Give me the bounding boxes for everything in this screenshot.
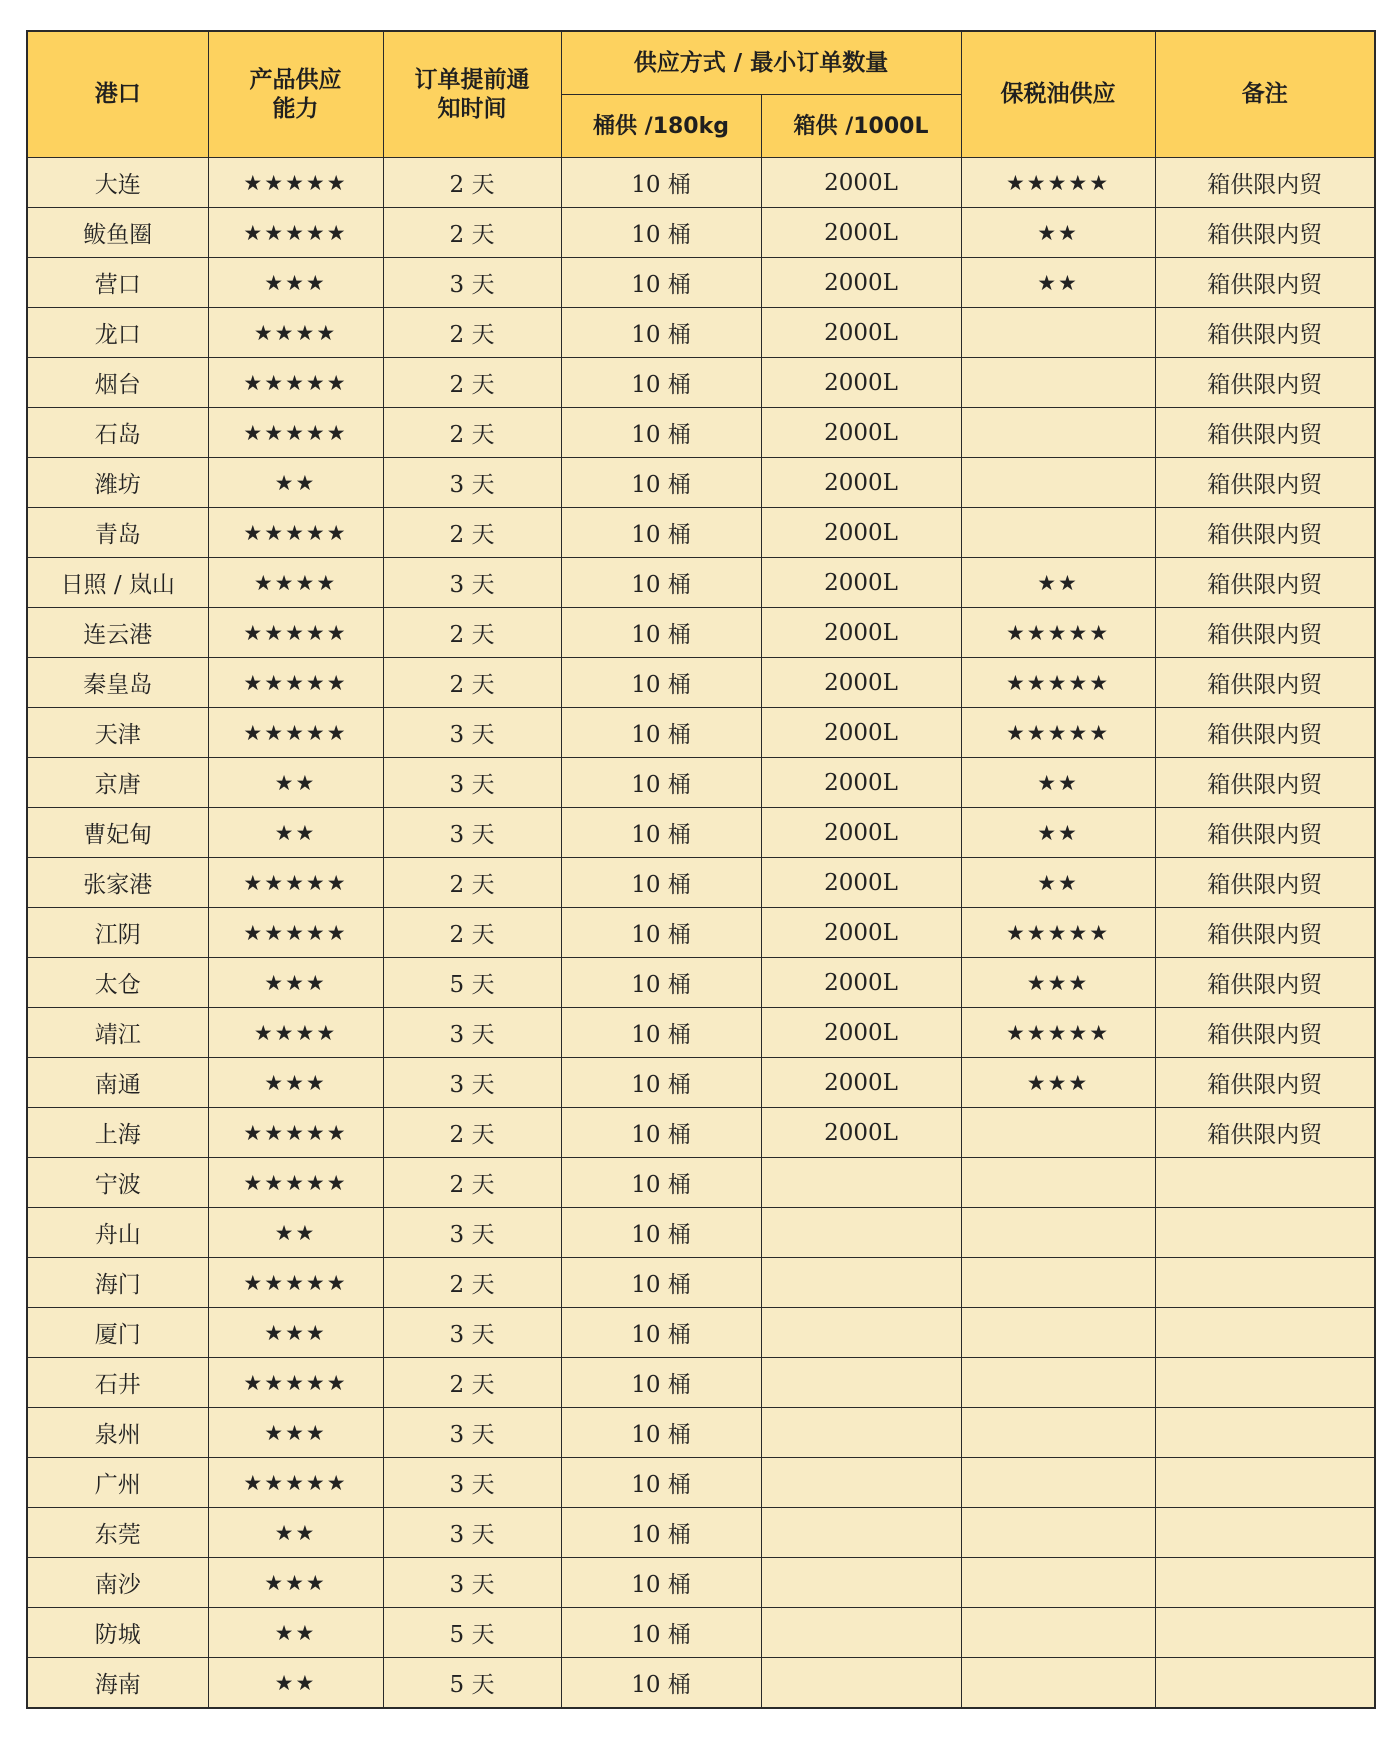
- cell-capacity-stars: ★★★★★: [208, 1158, 383, 1208]
- header-notice-line-2: 知时间: [437, 95, 507, 122]
- cell-port: 曹妃甸: [27, 808, 208, 858]
- cell-notice-time: 2 天: [383, 508, 561, 558]
- cell-barrel-min: 10 桶: [561, 158, 761, 208]
- table-row: [27, 1108, 1375, 1158]
- cell-port: 东莞: [27, 1508, 208, 1558]
- cell-port: 大连: [27, 158, 208, 208]
- cell-box-min: [761, 1508, 961, 1558]
- cell-notice-time: 3 天: [383, 558, 561, 608]
- cell-bonded-stars: ★★★★★: [961, 658, 1155, 708]
- cell-bonded-stars: [961, 458, 1155, 508]
- cell-capacity-stars: ★★★★★: [208, 408, 383, 458]
- cell-barrel-min: 10 桶: [561, 1308, 761, 1358]
- cell-port: 鲅鱼圈: [27, 208, 208, 258]
- cell-remark: 箱供限内贸: [1155, 1108, 1375, 1158]
- cell-capacity-stars: ★★★★★: [208, 1358, 383, 1408]
- cell-bonded-stars: ★★: [961, 558, 1155, 608]
- cell-notice-time: 3 天: [383, 808, 561, 858]
- cell-port: 太仓: [27, 958, 208, 1008]
- cell-barrel-min: 10 桶: [561, 1008, 761, 1058]
- cell-notice-time: 5 天: [383, 1608, 561, 1658]
- header-capacity-line-1: 产品供应: [249, 66, 342, 93]
- cell-port: 石岛: [27, 408, 208, 458]
- cell-capacity-stars: ★★★★: [208, 308, 383, 358]
- cell-capacity-stars: ★★★★★: [208, 1258, 383, 1308]
- cell-notice-time: 3 天: [383, 1208, 561, 1258]
- table-row: [27, 1358, 1375, 1408]
- table-row: [27, 808, 1375, 858]
- cell-port: 烟台: [27, 358, 208, 408]
- cell-remark: 箱供限内贸: [1155, 1008, 1375, 1058]
- cell-remark: 箱供限内贸: [1155, 258, 1375, 308]
- cell-notice-time: 5 天: [383, 1658, 561, 1709]
- cell-port: 宁波: [27, 1158, 208, 1208]
- cell-box-min: 2000L: [761, 1058, 961, 1108]
- table-row: [27, 1008, 1375, 1058]
- header-supply-group: 供应方式 / 最小订单数量: [561, 31, 961, 95]
- cell-notice-time: 3 天: [383, 1558, 561, 1608]
- cell-barrel-min: 10 桶: [561, 1208, 761, 1258]
- cell-port: 石井: [27, 1358, 208, 1408]
- header-notice-line-1: 订单提前通: [414, 66, 530, 93]
- cell-barrel-min: 10 桶: [561, 1408, 761, 1458]
- cell-port: 天津: [27, 708, 208, 758]
- cell-box-min: 2000L: [761, 258, 961, 308]
- cell-capacity-stars: ★★: [208, 1608, 383, 1658]
- cell-remark: 箱供限内贸: [1155, 908, 1375, 958]
- cell-capacity-stars: ★★★: [208, 1058, 383, 1108]
- cell-port: 日照 / 岚山: [27, 558, 208, 608]
- table-row: [27, 508, 1375, 558]
- cell-remark: 箱供限内贸: [1155, 608, 1375, 658]
- cell-remark: [1155, 1358, 1375, 1408]
- cell-bonded-stars: [961, 408, 1155, 458]
- table-row: [27, 1508, 1375, 1558]
- cell-bonded-stars: [961, 1208, 1155, 1258]
- cell-capacity-stars: ★★★★★: [208, 358, 383, 408]
- cell-bonded-stars: ★★★★★: [961, 158, 1155, 208]
- cell-barrel-min: 10 桶: [561, 1108, 761, 1158]
- table-row: [27, 208, 1375, 258]
- table-row: [27, 758, 1375, 808]
- cell-box-min: 2000L: [761, 758, 961, 808]
- cell-box-min: [761, 1408, 961, 1458]
- cell-port: 龙口: [27, 308, 208, 358]
- cell-capacity-stars: ★★★★★: [208, 708, 383, 758]
- cell-bonded-stars: ★★★★★: [961, 708, 1155, 758]
- table-row: [27, 1658, 1375, 1709]
- cell-barrel-min: 10 桶: [561, 1558, 761, 1608]
- cell-capacity-stars: ★★: [208, 458, 383, 508]
- table-row: [27, 258, 1375, 308]
- cell-box-min: [761, 1308, 961, 1358]
- cell-remark: [1155, 1558, 1375, 1608]
- cell-bonded-stars: [961, 1308, 1155, 1358]
- table-row: [27, 1208, 1375, 1258]
- cell-bonded-stars: [961, 1108, 1155, 1158]
- cell-remark: 箱供限内贸: [1155, 508, 1375, 558]
- cell-notice-time: 3 天: [383, 1008, 561, 1058]
- cell-barrel-min: 10 桶: [561, 1458, 761, 1508]
- cell-capacity-stars: ★★★★★: [208, 658, 383, 708]
- cell-capacity-stars: ★★: [208, 1508, 383, 1558]
- cell-notice-time: 3 天: [383, 458, 561, 508]
- cell-box-min: 2000L: [761, 1008, 961, 1058]
- header-port: 港口: [27, 31, 208, 158]
- header-box: 箱供 /1000L: [761, 95, 961, 158]
- cell-port: 广州: [27, 1458, 208, 1508]
- cell-box-min: 2000L: [761, 508, 961, 558]
- cell-notice-time: 3 天: [383, 258, 561, 308]
- cell-capacity-stars: ★★★★★: [208, 208, 383, 258]
- cell-bonded-stars: ★★★: [961, 1058, 1155, 1108]
- cell-box-min: 2000L: [761, 958, 961, 1008]
- cell-box-min: 2000L: [761, 658, 961, 708]
- cell-remark: 箱供限内贸: [1155, 708, 1375, 758]
- cell-notice-time: 2 天: [383, 308, 561, 358]
- cell-remark: 箱供限内贸: [1155, 1058, 1375, 1108]
- cell-port: 潍坊: [27, 458, 208, 508]
- cell-box-min: 2000L: [761, 858, 961, 908]
- cell-notice-time: 2 天: [383, 358, 561, 408]
- cell-bonded-stars: [961, 1508, 1155, 1558]
- cell-box-min: [761, 1458, 961, 1508]
- cell-notice-time: 2 天: [383, 908, 561, 958]
- cell-box-min: [761, 1208, 961, 1258]
- cell-remark: 箱供限内贸: [1155, 358, 1375, 408]
- port-supply-table-container: [26, 30, 1374, 1709]
- cell-notice-time: 2 天: [383, 1158, 561, 1208]
- cell-box-min: 2000L: [761, 558, 961, 608]
- cell-bonded-stars: ★★★: [961, 958, 1155, 1008]
- table-row: [27, 658, 1375, 708]
- table-row: [27, 1308, 1375, 1358]
- cell-capacity-stars: ★★★: [208, 1408, 383, 1458]
- cell-bonded-stars: ★★: [961, 258, 1155, 308]
- cell-notice-time: 5 天: [383, 958, 561, 1008]
- cell-notice-time: 2 天: [383, 158, 561, 208]
- cell-notice-time: 2 天: [383, 408, 561, 458]
- table-row: [27, 958, 1375, 1008]
- table-row: [27, 358, 1375, 408]
- cell-bonded-stars: ★★: [961, 758, 1155, 808]
- cell-barrel-min: 10 桶: [561, 758, 761, 808]
- cell-notice-time: 2 天: [383, 208, 561, 258]
- cell-bonded-stars: [961, 1158, 1155, 1208]
- cell-capacity-stars: ★★★★★: [208, 858, 383, 908]
- cell-barrel-min: 10 桶: [561, 508, 761, 558]
- cell-barrel-min: 10 桶: [561, 1508, 761, 1558]
- table-row: [27, 1158, 1375, 1208]
- cell-box-min: [761, 1258, 961, 1308]
- cell-bonded-stars: [961, 1458, 1155, 1508]
- table-row: [27, 608, 1375, 658]
- cell-box-min: [761, 1608, 961, 1658]
- cell-port: 张家港: [27, 858, 208, 908]
- cell-barrel-min: 10 桶: [561, 208, 761, 258]
- cell-box-min: 2000L: [761, 158, 961, 208]
- cell-port: 南通: [27, 1058, 208, 1108]
- cell-box-min: 2000L: [761, 908, 961, 958]
- cell-port: 舟山: [27, 1208, 208, 1258]
- cell-notice-time: 3 天: [383, 1508, 561, 1558]
- cell-remark: [1155, 1458, 1375, 1508]
- cell-barrel-min: 10 桶: [561, 958, 761, 1008]
- cell-capacity-stars: ★★: [208, 1658, 383, 1709]
- cell-barrel-min: 10 桶: [561, 358, 761, 408]
- table-row: [27, 1258, 1375, 1308]
- header-capacity: [208, 31, 383, 158]
- cell-notice-time: 3 天: [383, 758, 561, 808]
- table-row: [27, 858, 1375, 908]
- cell-remark: 箱供限内贸: [1155, 558, 1375, 608]
- cell-barrel-min: 10 桶: [561, 458, 761, 508]
- cell-capacity-stars: ★★★★: [208, 1008, 383, 1058]
- cell-barrel-min: 10 桶: [561, 1608, 761, 1658]
- cell-barrel-min: 10 桶: [561, 1358, 761, 1408]
- cell-barrel-min: 10 桶: [561, 608, 761, 658]
- cell-box-min: [761, 1358, 961, 1408]
- cell-port: 海门: [27, 1258, 208, 1308]
- cell-remark: 箱供限内贸: [1155, 408, 1375, 458]
- table-row: [27, 458, 1375, 508]
- cell-bonded-stars: [961, 358, 1155, 408]
- cell-remark: 箱供限内贸: [1155, 758, 1375, 808]
- cell-notice-time: 2 天: [383, 658, 561, 708]
- header-capacity-line-2: 能力: [272, 95, 319, 122]
- cell-port: 厦门: [27, 1308, 208, 1358]
- cell-remark: [1155, 1258, 1375, 1308]
- table-body: [27, 158, 1375, 1709]
- cell-capacity-stars: ★★: [208, 758, 383, 808]
- cell-bonded-stars: ★★: [961, 858, 1155, 908]
- cell-barrel-min: 10 桶: [561, 858, 761, 908]
- cell-remark: 箱供限内贸: [1155, 308, 1375, 358]
- header-barrel: 桶供 /180kg: [561, 95, 761, 158]
- cell-box-min: 2000L: [761, 408, 961, 458]
- cell-remark: [1155, 1508, 1375, 1558]
- table-row: [27, 408, 1375, 458]
- cell-bonded-stars: [961, 1258, 1155, 1308]
- cell-barrel-min: 10 桶: [561, 558, 761, 608]
- cell-remark: [1155, 1208, 1375, 1258]
- cell-bonded-stars: ★★★★★: [961, 608, 1155, 658]
- cell-box-min: [761, 1658, 961, 1709]
- cell-notice-time: 2 天: [383, 1258, 561, 1308]
- cell-barrel-min: 10 桶: [561, 308, 761, 358]
- cell-barrel-min: 10 桶: [561, 708, 761, 758]
- cell-port: 海南: [27, 1658, 208, 1709]
- table-row: [27, 1058, 1375, 1108]
- cell-remark: [1155, 1408, 1375, 1458]
- cell-barrel-min: 10 桶: [561, 1258, 761, 1308]
- cell-remark: 箱供限内贸: [1155, 658, 1375, 708]
- cell-capacity-stars: ★★: [208, 808, 383, 858]
- cell-notice-time: 2 天: [383, 608, 561, 658]
- cell-capacity-stars: ★★★: [208, 1558, 383, 1608]
- cell-barrel-min: 10 桶: [561, 258, 761, 308]
- cell-port: 上海: [27, 1108, 208, 1158]
- cell-bonded-stars: [961, 1408, 1155, 1458]
- cell-capacity-stars: ★★★★★: [208, 1108, 383, 1158]
- cell-notice-time: 2 天: [383, 858, 561, 908]
- table-row: [27, 1408, 1375, 1458]
- cell-bonded-stars: [961, 1658, 1155, 1709]
- cell-barrel-min: 10 桶: [561, 1058, 761, 1108]
- table-row: [27, 558, 1375, 608]
- cell-bonded-stars: [961, 1558, 1155, 1608]
- cell-port: 江阴: [27, 908, 208, 958]
- cell-box-min: 2000L: [761, 308, 961, 358]
- cell-notice-time: 3 天: [383, 1458, 561, 1508]
- cell-capacity-stars: ★★★★★: [208, 508, 383, 558]
- cell-notice-time: 2 天: [383, 1358, 561, 1408]
- cell-notice-time: 2 天: [383, 1108, 561, 1158]
- header-notice: [383, 31, 561, 158]
- header-remark: 备注: [1155, 31, 1375, 158]
- table-header: [27, 31, 1375, 158]
- cell-port: 泉州: [27, 1408, 208, 1458]
- cell-box-min: [761, 1558, 961, 1608]
- cell-remark: 箱供限内贸: [1155, 958, 1375, 1008]
- cell-notice-time: 3 天: [383, 708, 561, 758]
- cell-bonded-stars: ★★★★★: [961, 1008, 1155, 1058]
- header-bonded: 保税油供应: [961, 31, 1155, 158]
- cell-bonded-stars: [961, 1358, 1155, 1408]
- cell-capacity-stars: ★★★★★: [208, 608, 383, 658]
- cell-box-min: 2000L: [761, 708, 961, 758]
- port-supply-table: [26, 30, 1376, 1709]
- cell-port: 连云港: [27, 608, 208, 658]
- cell-barrel-min: 10 桶: [561, 1158, 761, 1208]
- table-row: [27, 308, 1375, 358]
- cell-port: 南沙: [27, 1558, 208, 1608]
- cell-remark: [1155, 1608, 1375, 1658]
- cell-port: 营口: [27, 258, 208, 308]
- cell-port: 青岛: [27, 508, 208, 558]
- cell-remark: [1155, 1308, 1375, 1358]
- cell-port: 防城: [27, 1608, 208, 1658]
- cell-notice-time: 3 天: [383, 1308, 561, 1358]
- cell-barrel-min: 10 桶: [561, 908, 761, 958]
- cell-bonded-stars: ★★: [961, 208, 1155, 258]
- cell-port: 靖江: [27, 1008, 208, 1058]
- table-row: [27, 908, 1375, 958]
- cell-capacity-stars: ★★★★★: [208, 908, 383, 958]
- table-row: [27, 158, 1375, 208]
- cell-remark: 箱供限内贸: [1155, 858, 1375, 908]
- cell-box-min: 2000L: [761, 808, 961, 858]
- cell-bonded-stars: [961, 508, 1155, 558]
- table-row: [27, 1558, 1375, 1608]
- cell-box-min: [761, 1158, 961, 1208]
- cell-bonded-stars: ★★: [961, 808, 1155, 858]
- cell-notice-time: 3 天: [383, 1058, 561, 1108]
- cell-box-min: 2000L: [761, 608, 961, 658]
- cell-remark: [1155, 1158, 1375, 1208]
- cell-capacity-stars: ★★★★★: [208, 158, 383, 208]
- cell-remark: [1155, 1658, 1375, 1709]
- cell-capacity-stars: ★★★: [208, 1308, 383, 1358]
- cell-remark: 箱供限内贸: [1155, 208, 1375, 258]
- cell-barrel-min: 10 桶: [561, 658, 761, 708]
- cell-box-min: 2000L: [761, 358, 961, 408]
- cell-remark: 箱供限内贸: [1155, 808, 1375, 858]
- cell-box-min: 2000L: [761, 208, 961, 258]
- cell-box-min: 2000L: [761, 458, 961, 508]
- cell-box-min: 2000L: [761, 1108, 961, 1158]
- cell-bonded-stars: ★★★★★: [961, 908, 1155, 958]
- cell-bonded-stars: [961, 1608, 1155, 1658]
- cell-port: 秦皇岛: [27, 658, 208, 708]
- cell-capacity-stars: ★★★★★: [208, 1458, 383, 1508]
- cell-remark: 箱供限内贸: [1155, 458, 1375, 508]
- cell-remark: 箱供限内贸: [1155, 158, 1375, 208]
- cell-barrel-min: 10 桶: [561, 408, 761, 458]
- cell-bonded-stars: [961, 308, 1155, 358]
- cell-port: 京唐: [27, 758, 208, 808]
- table-row: [27, 1458, 1375, 1508]
- cell-capacity-stars: ★★: [208, 1208, 383, 1258]
- table-row: [27, 1608, 1375, 1658]
- cell-notice-time: 3 天: [383, 1408, 561, 1458]
- cell-barrel-min: 10 桶: [561, 808, 761, 858]
- header-row-1: [27, 31, 1375, 95]
- table-row: [27, 708, 1375, 758]
- cell-capacity-stars: ★★★: [208, 258, 383, 308]
- cell-capacity-stars: ★★★: [208, 958, 383, 1008]
- cell-capacity-stars: ★★★★: [208, 558, 383, 608]
- cell-barrel-min: 10 桶: [561, 1658, 761, 1709]
